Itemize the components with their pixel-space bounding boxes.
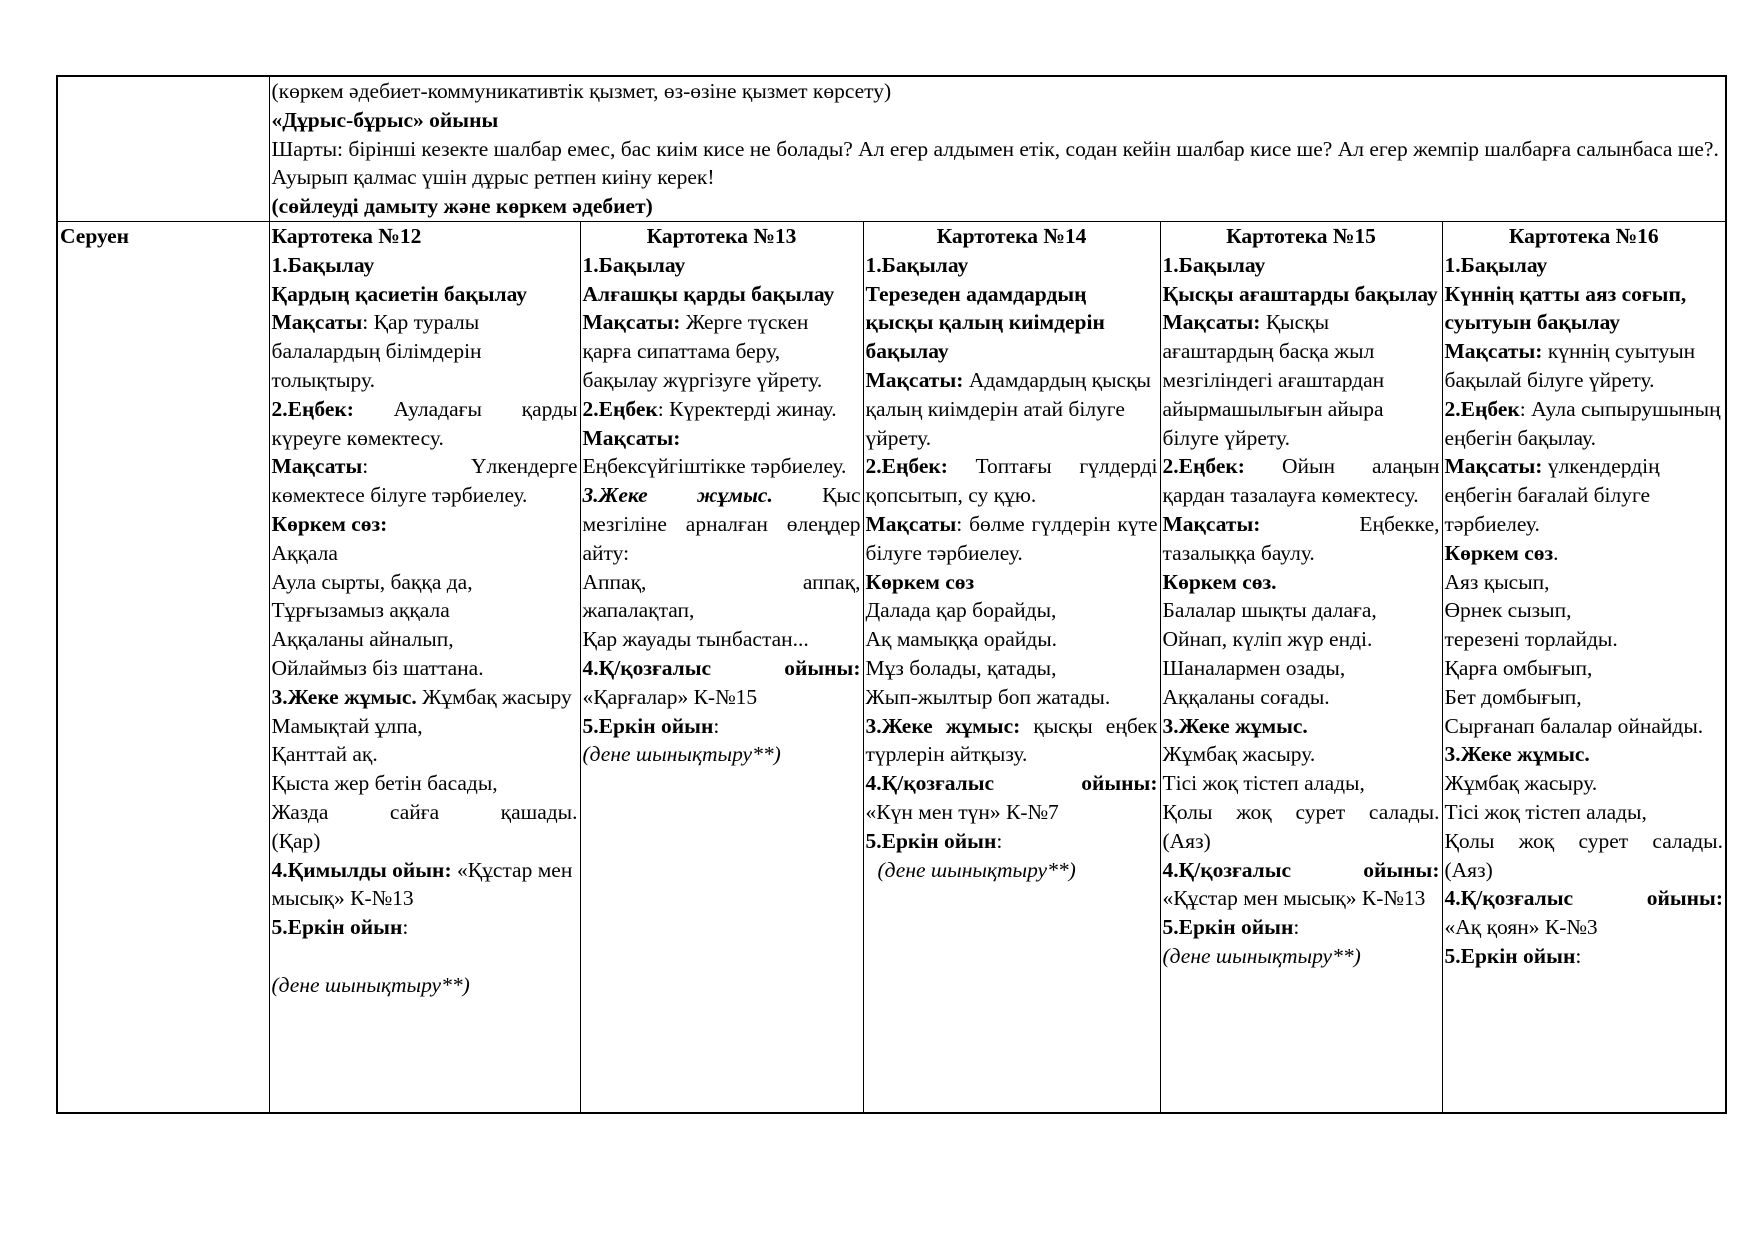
empty-label-cell (57, 76, 269, 221)
goal-paragraph: Мақсаты: Адамдардың қысқы қалың киімдерін атай білуге үйрету. (865, 367, 1151, 450)
poem-line: Қарға омбығып, (1444, 655, 1593, 680)
poem-line: Ақ мамыққа орайды. (865, 627, 1058, 652)
goal-paragraph: Мақсаты: Қысқы ағаштардың басқа жыл мезгіліндегі ағаштардан айырмашылығын айыра білуге үйрету. (1162, 310, 1385, 450)
plan-table (56, 75, 1727, 1114)
individual-work-text: Жұмбақ жасыру. (1162, 742, 1316, 767)
goal2-paragraph: Мақсаты: бөлме гүлдерін күте білуге тәрбиелеу. (865, 511, 1158, 565)
poem-line: Аққаланы соғады. (1162, 684, 1330, 709)
poem-line: Сырғанап балалар ойнайды. (1444, 713, 1704, 738)
row-label-seruen: Серуен (57, 221, 269, 1113)
poem-line: Аяз қысып, (1444, 569, 1550, 594)
art-word-label: Көркем сөз (865, 569, 975, 594)
card-13-cell (580, 221, 863, 1113)
verse-line: Аппақ, аппақ, (582, 569, 861, 594)
riddle-answer: (Қар) (271, 828, 321, 853)
table-row (57, 221, 1726, 1113)
poem-line: Балалар шықты далаға, (1162, 598, 1377, 623)
movement-game-text: «Құстар мен мысық» К-№13 (1162, 886, 1426, 911)
goal-paragraph: Мақсаты: Жерге түскен қарға сипаттама беру, бақылау жүргізуге үйрету. (582, 310, 823, 392)
art-word-label: Көркем сөз: (271, 511, 388, 536)
observation-heading: 1.Бақылау (1162, 252, 1266, 277)
spacer (272, 942, 578, 971)
observation-title: Күннің қатты аяз соғып, суытуын бақылау (1444, 281, 1687, 335)
physical-education-note: (дене шынықтыру**) (877, 857, 1076, 882)
work-paragraph: 2.Еңбек: Ойын алаңын қардан тазалауға көмектесу. (1162, 454, 1440, 508)
riddle-line: Қанттай ақ. (271, 742, 378, 767)
movement-game-text: «Күн мен түн» К-№7 (865, 799, 1059, 824)
art-word-label: Көркем сөз. (1162, 569, 1277, 594)
movement-game-label: 4.Қ/қозғалыс ойыны: (1444, 886, 1723, 911)
observation-title: Терезеден адамдардың қысқы қалың киімдерін бақылау (865, 281, 1105, 364)
movement-game-label: 4.Қ/қозғалыс ойыны: (865, 771, 1158, 796)
movement-game-text: «Ақ қоян» К-№3 (1444, 915, 1598, 940)
physical-education-note: (дене шынықтыру**) (271, 972, 470, 997)
goal2-paragraph: Мақсаты: үлкендердің еңбегін бағалай білуге тәрбиелеу. (1444, 454, 1660, 536)
observation-title: Қысқы ағаштарды бақылау (1162, 281, 1438, 306)
physical-education-note: (дене шынықтыру**) (1162, 943, 1361, 968)
riddle-answer: (Аяз) (1162, 828, 1211, 853)
art-word-label: Көркем сөз. (1444, 540, 1559, 565)
poem-line: Мұз болады, қатады, (865, 655, 1057, 680)
movement-game-label: 4.Қ/қозғалыс ойыны: (582, 655, 861, 680)
riddle-line: Тісі жоқ тістеп алады, (1444, 799, 1647, 824)
card-16-cell (1442, 221, 1726, 1113)
card-title: Картотека №14 (936, 223, 1087, 248)
physical-education-note: (дене шынықтыру**) (582, 742, 781, 767)
poem-line: Жып-жылтыр боп жатады. (865, 684, 1111, 709)
work-paragraph: 2.Еңбек: Күректерді жинау. (582, 396, 837, 421)
riddle-line: Тісі жоқ тістеп алады, (1162, 771, 1365, 796)
goal2-label: Мақсаты: (582, 425, 681, 450)
work-paragraph: 2.Еңбек: Аула сыпырушының еңбегін бақылау. (1444, 396, 1721, 450)
free-play: 5.Еркін ойын: (271, 915, 409, 940)
observation-heading: 1.Бақылау (865, 252, 969, 277)
poem-line: Далада қар борайды, (865, 598, 1057, 623)
activity-area-line: (көркем әдебиет-коммуникативтік қызмет, өз-өзіне қызмет көрсету) (271, 79, 892, 103)
verse-line: Қар жауады тынбастан... (582, 627, 809, 652)
individual-work-text: Жұмбақ жасыру. (1444, 771, 1598, 796)
game-description-cell (269, 76, 1726, 221)
goal2-text: Еңбексүйгіштікке тәрбиелеу. (582, 454, 847, 479)
game-area: (сөйлеуді дамыту және көркем әдебиет) (271, 194, 653, 219)
poem-line: Ойлаймыз біз шаттана. (271, 655, 484, 680)
game-title: «Дұрыс-бұрыс» ойыны (271, 107, 499, 132)
card-14-cell (863, 221, 1160, 1113)
riddle-line: Қолы жоқ сурет салады. (1444, 828, 1723, 853)
riddle-line: Қолы жоқ сурет салады. (1162, 799, 1440, 824)
observation-heading: 1.Бақылау (582, 252, 686, 277)
poem-line: Ойнап, күліп жүр енді. (1162, 627, 1373, 652)
individual-work: 3.Жеке жұмыс: қысқы еңбек түрлерін айтқызу. (865, 713, 1158, 767)
card-title: Картотека №15 (1226, 223, 1376, 248)
poem-line: Аққала (271, 540, 338, 565)
card-12-cell (269, 221, 580, 1113)
poem-line: Шаналармен озады, (1162, 655, 1346, 680)
card-15-cell (1160, 221, 1442, 1113)
goal-paragraph: Мақсаты: күннің суытуын бақылай білуге үйрету. (1444, 339, 1696, 392)
poem-line: Өрнек сызып, (1444, 598, 1572, 623)
poem-line: Аққаланы айналып, (271, 627, 454, 652)
riddle-line: Мамықтай ұлпа, (271, 713, 423, 738)
poem-line: Бет домбығып, (1444, 684, 1582, 709)
game-condition: Шарты: бірінші кезекте шалбар емес, бас киім кисе не болады? Ал егер алдымен етік, содан кейін шалбар кисе ше? Ал егер жемпір шалбарға салынбаса ше?. Ауырып қалмас үшін дұрыс ретпен киіну керек! (271, 136, 1719, 190)
free-play: 5.Еркін ойын: (1444, 943, 1582, 968)
goal2-paragraph: Мақсаты: Үлкендерге көмектесе білуге тәрбиелеу. (271, 454, 578, 508)
riddle-line: Жазда сайға қашады. (271, 799, 578, 824)
free-play: 5.Еркін ойын: (865, 828, 1003, 853)
poem-line: терезені торлайды. (1444, 627, 1618, 652)
observation-heading: 1.Бақылау (271, 252, 375, 277)
poem-line: Аула сырты, баққа да, (271, 569, 473, 594)
card-title: Картотека №16 (1508, 223, 1659, 248)
movement-game-label: 4.Қ/қозғалыс ойыны: (1162, 857, 1440, 882)
movement-game-text: «Қарғалар» К-№15 (582, 684, 758, 709)
card-title: Картотека №13 (646, 223, 797, 248)
observation-title: Алғашқы қарды бақылау (582, 281, 835, 306)
individual-work-label: 3.Жеке жұмыс. (1444, 742, 1590, 767)
goal-paragraph: Мақсаты: Қар туралы балалардың білімдерін толықтыру. (271, 310, 482, 392)
riddle-answer: (Аяз) (1444, 857, 1493, 882)
observation-title: Қардың қасиетін бақылау (271, 281, 527, 306)
work-paragraph: 2.Еңбек: Ауладағы қарды күреуге көмектесу. (271, 396, 578, 450)
verse-line: жапалақтап, (582, 598, 695, 623)
card-title: Картотека №12 (271, 223, 422, 248)
individual-work-label: 3.Жеке жұмыс. (1162, 713, 1308, 738)
individual-work: 3.Жеке жұмыс. Жұмбақ жасыру (271, 684, 572, 709)
movement-game: 4.Қимылды ойын: «Құстар мен мысық» К-№13 (271, 857, 573, 911)
poem-line: Тұрғызамыз аққала (271, 598, 450, 623)
table-row (57, 76, 1726, 221)
riddle-line: Қыста жер бетін басады, (271, 771, 498, 796)
goal2-paragraph: Мақсаты: Еңбекке, тазалыққа баулу. (1162, 511, 1440, 565)
work-paragraph: 2.Еңбек: Топтағы гүлдерді қопсытып, су құю. (865, 454, 1158, 508)
individual-work: 3.Жеке жұмыс. Қыс мезгіліне арналған өлеңдер айту: (582, 483, 861, 565)
free-play: 5.Еркін ойын: (1162, 915, 1300, 940)
free-play: 5.Еркін ойын: (582, 713, 720, 738)
observation-heading: 1.Бақылау (1444, 252, 1548, 277)
